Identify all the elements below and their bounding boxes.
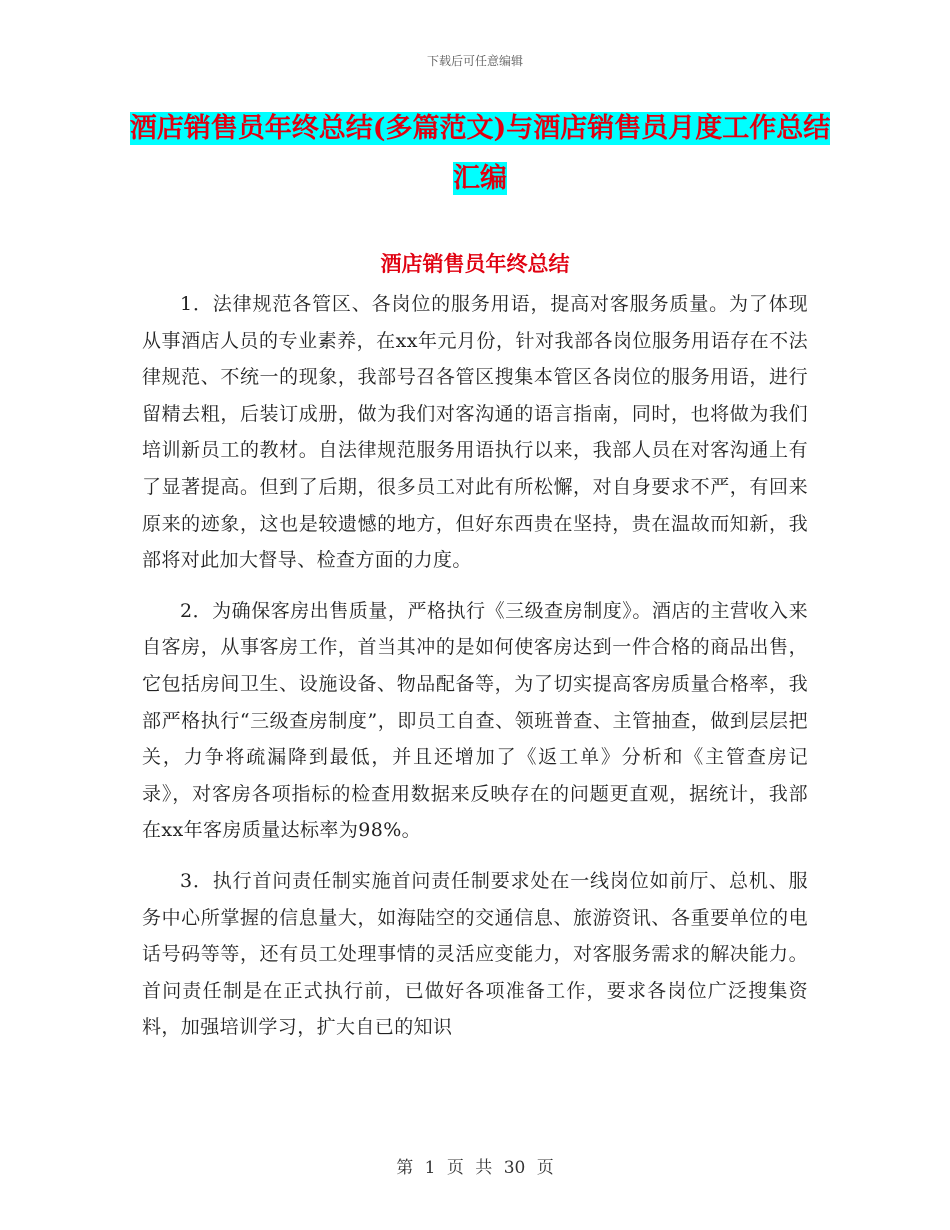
document-title [120,104,840,204]
paragraph-1: 1．法律规范各管区、各岗位的服务用语，提高对客服务质量。为了体现从事酒店人员的专业素养，在xx年元月份，针对我部各岗位服务用语存在不法律规范、不统一的现象，我部号召各管区搜集本管区各岗位的服务用语，进行留精去粗，后装订成册，做为我们对客沟通的语言指南，同时，也将做为我们培训新员工的教材。自法律规范服务用语执行以来，我部人员在对客沟通上有了显著提高。但到了后期，很多员工对此有所松懈，对自身要求不严，有回来原来的迹象，这也是较遗憾的地方，但好东西贵在坚持，贵在温故而知新，我部将对此加大督导、检查方面的力度。 [142,293,808,572]
paragraph-3: 3．执行首问责任制实施首问责任制要求处在一线岗位如前厅、总机、服务中心所掌握的信息量大，如海陆空的交通信息、旅游资讯、各重要单位的电话号码等等，还有员工处理事情的灵活应变能力，对客服务需求的解决能力。首问责任制是在正式执行前，已做好各项准备工作，要求各岗位广泛搜集资料，加强培训学习，扩大自已的知识 [142,869,808,1039]
section-title: 酒店销售员年终总结 [380,251,570,276]
paragraph-2: 2．为确保客房出售质量，严格执行《三级查房制度》。酒店的主营收入来自客房，从事客房工作，首当其冲的是如何使客房达到一件合格的商品出售，它包括房间卫生、设施设备、物品配备等，为了切实提高客房质量合格率，我部严格执行“三级查房制度”，即员工自查、领班普查、主管抽查，做到层层把关，力争将疏漏降到最低，并且还增加了《返工单》分析和《主管查房记录》，对客房各项指标的检查用数据来反映存在的问题更直观，据统计，我部在xx年客房质量达标率为98%。 [142,599,808,842]
page-header-note: 下载后可任意编辑 [426,54,523,68]
page-number-footer: 第 1 页 共 30 页 [396,1158,554,1178]
document-body [142,286,808,1060]
document-title-text: 酒店销售员年终总结(多篇范文)与酒店销售员月度工作总结汇编 [129,113,831,194]
